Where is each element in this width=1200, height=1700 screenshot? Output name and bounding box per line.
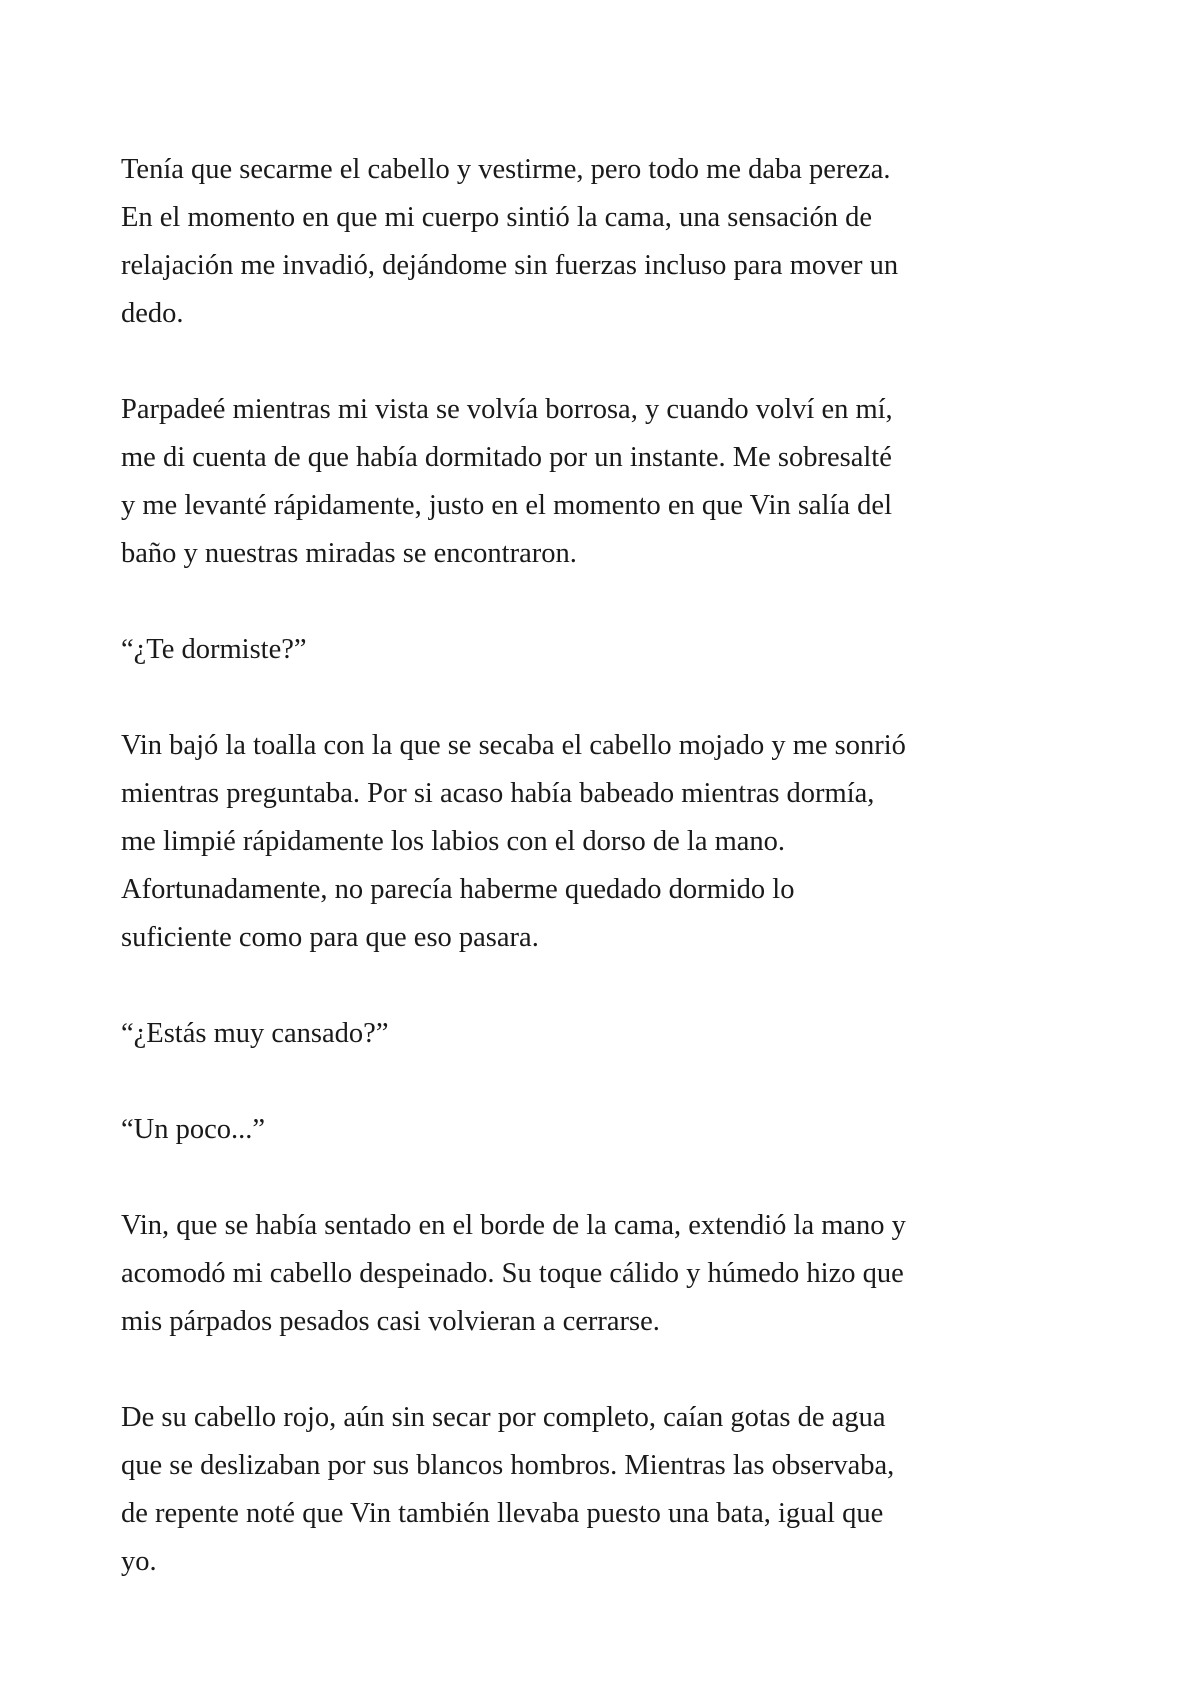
text-line: yo. (121, 1546, 157, 1577)
text-line: que se deslizaban por sus blancos hombros. Mientras las observaba, (121, 1450, 895, 1481)
text-line: de repente noté que Vin también llevaba puesto una bata, igual que (121, 1498, 884, 1529)
text-line: Vin, que se había sentado en el borde de la cama, extendió la mano y (121, 1210, 906, 1241)
paragraph (121, 722, 1101, 962)
paragraph (121, 1010, 1101, 1058)
text-line: “¿Te dormiste?” (121, 634, 307, 665)
text-line: mientras preguntaba. Por si acaso había babeado mientras dormía, (121, 778, 875, 809)
text-line: dedo. (121, 298, 184, 329)
paragraph (121, 386, 1101, 578)
text-line: “¿Estás muy cansado?” (121, 1018, 389, 1049)
text-line: Parpadeé mientras mi vista se volvía borrosa, y cuando volví en mí, (121, 394, 893, 425)
paragraph (121, 1106, 1101, 1154)
paragraph (121, 1202, 1101, 1346)
text-line: mis párpados pesados casi volvieran a cerrarse. (121, 1306, 660, 1337)
text-line: Vin bajó la toalla con la que se secaba el cabello mojado y me sonrió (121, 730, 906, 761)
text-line: Tenía que secarme el cabello y vestirme, pero todo me daba pereza. (121, 154, 891, 185)
text-line: acomodó mi cabello despeinado. Su toque cálido y húmedo hizo que (121, 1258, 904, 1289)
text-line: y me levanté rápidamente, justo en el momento en que Vin salía del (121, 490, 892, 521)
document-body (121, 146, 1101, 1634)
paragraph (121, 626, 1101, 674)
text-line: relajación me invadió, dejándome sin fuerzas incluso para mover un (121, 250, 899, 281)
text-line: De su cabello rojo, aún sin secar por completo, caían gotas de agua (121, 1402, 886, 1433)
text-line: Afortunadamente, no parecía haberme quedado dormido lo (121, 874, 795, 905)
paragraph (121, 1394, 1101, 1586)
paragraph (121, 146, 1101, 338)
text-line: “Un poco...” (121, 1114, 266, 1145)
text-line: suficiente como para que eso pasara. (121, 922, 539, 953)
text-line: me limpié rápidamente los labios con el dorso de la mano. (121, 826, 786, 857)
text-line: me di cuenta de que había dormitado por un instante. Me sobresalté (121, 442, 892, 473)
text-line: baño y nuestras miradas se encontraron. (121, 538, 577, 569)
text-line: En el momento en que mi cuerpo sintió la cama, una sensación de (121, 202, 873, 233)
